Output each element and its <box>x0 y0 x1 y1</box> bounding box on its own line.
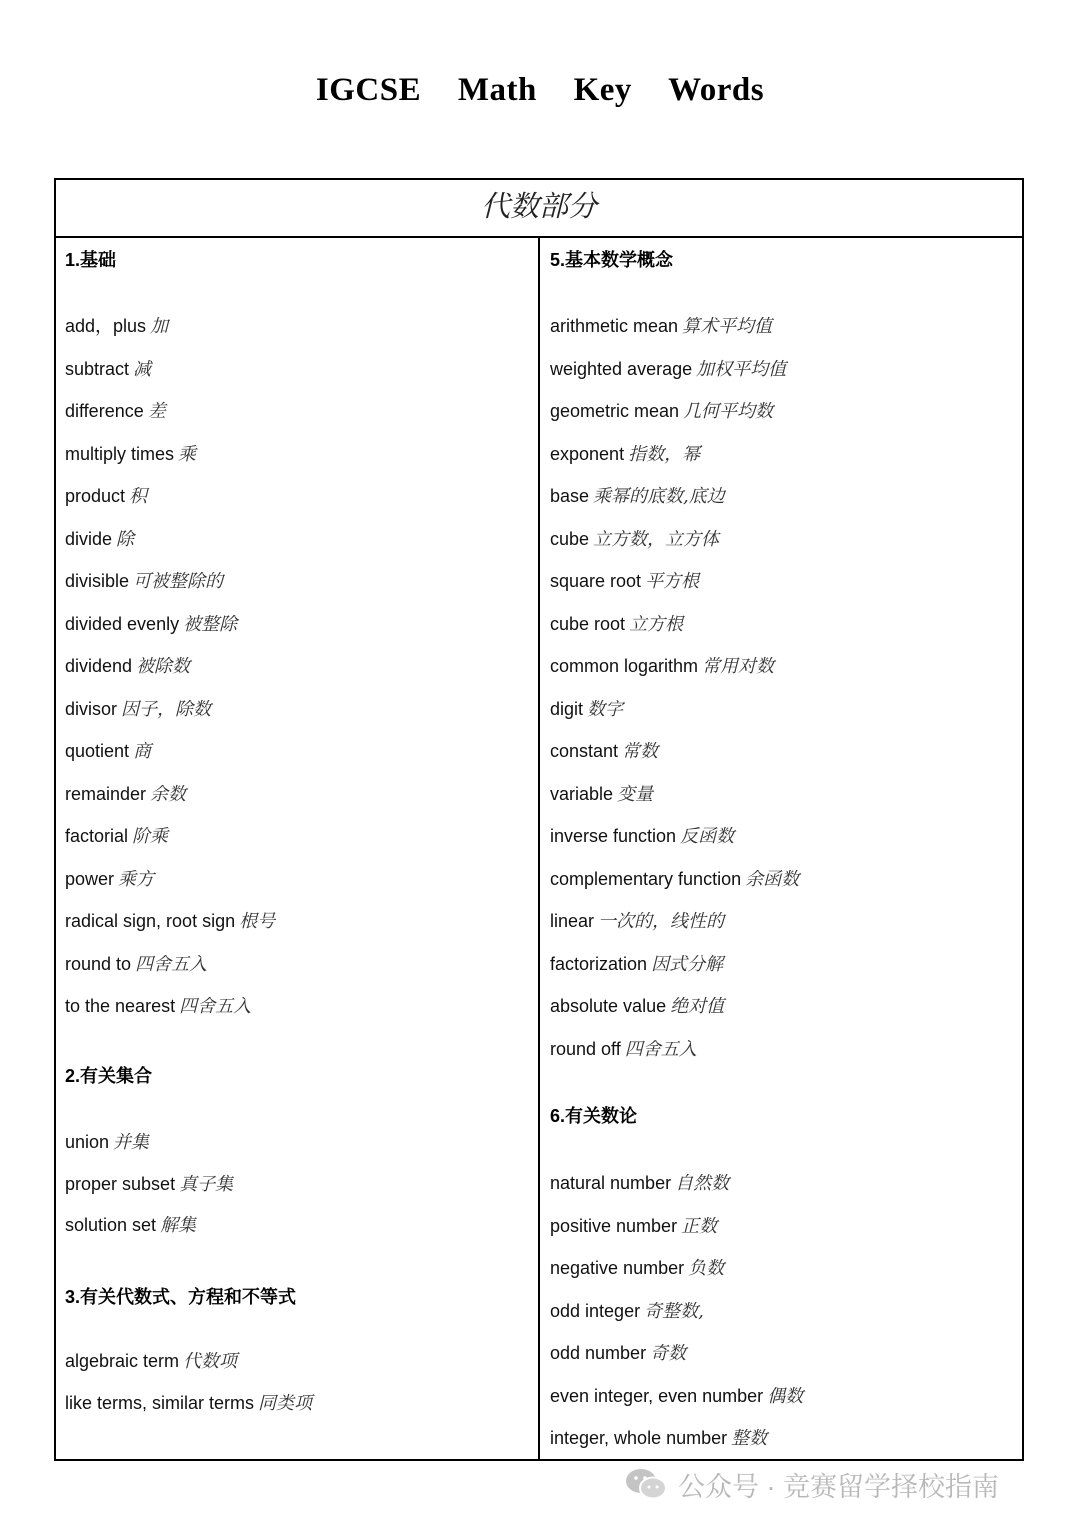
term-chinese: 余函数 <box>745 868 800 890</box>
term-chinese: 偶数 <box>767 1385 804 1407</box>
term-chinese: 平方根 <box>645 571 700 592</box>
term-entry <box>65 652 190 678</box>
term-english: linear <box>550 911 595 931</box>
term-chinese: 差 <box>147 401 166 422</box>
term-entry <box>65 482 147 508</box>
term-english: quotient <box>65 741 130 761</box>
term-entry <box>65 822 168 848</box>
term-entry <box>65 440 196 466</box>
term-english: even integer, even number <box>550 1385 764 1406</box>
term-english: inverse function <box>550 826 677 846</box>
term-chinese: 可被整除的 <box>133 571 224 592</box>
term-english: cube root <box>550 613 626 634</box>
term-english: like terms, similar terms <box>65 1393 255 1413</box>
term-entry <box>550 1339 686 1365</box>
wechat-icon <box>624 1467 668 1501</box>
section-title: 3.有关代数式、方程和不等式 <box>65 1287 297 1307</box>
term-entry <box>550 822 734 848</box>
term-english: weighted average <box>550 358 693 379</box>
term-chinese: 被除数 <box>136 656 191 677</box>
term-english: round to <box>65 953 132 974</box>
term-chinese: 商 <box>133 741 152 762</box>
term-chinese: 因式分解 <box>651 953 724 975</box>
term-entry <box>65 312 168 338</box>
term-entry <box>65 992 251 1018</box>
term-entry <box>550 780 653 806</box>
term-english: round off <box>550 1038 621 1059</box>
section-title: 2.有关集合 <box>65 1066 153 1086</box>
term-chinese: 几何平均数 <box>683 401 774 422</box>
term-english: natural number <box>550 1173 672 1193</box>
term-english: variable <box>550 783 614 804</box>
vocab-table <box>54 178 1024 1461</box>
term-chinese: 变量 <box>617 783 654 805</box>
term-entry <box>65 737 151 763</box>
section-title: 1.基础 <box>65 250 117 270</box>
term-english: negative number <box>550 1258 685 1278</box>
term-entry <box>65 567 223 593</box>
term-chinese: 乘幂的底数,底边 <box>593 486 725 507</box>
term-entry <box>550 695 623 721</box>
term-entry <box>65 1389 312 1415</box>
term-english: subtract <box>65 358 130 379</box>
term-chinese: 真子集 <box>179 1173 234 1195</box>
term-english: algebraic term <box>65 1351 180 1371</box>
term-english: union <box>65 1132 110 1152</box>
term-chinese: 奇整数, <box>644 1300 704 1322</box>
term-english: odd integer <box>550 1300 641 1321</box>
term-entry <box>65 1211 196 1237</box>
term-english: radical sign, root sign <box>65 911 236 931</box>
term-chinese: 阶乘 <box>132 826 169 847</box>
term-english: product <box>65 486 126 506</box>
term-chinese: 乘方 <box>118 868 155 890</box>
term-english: geometric mean <box>550 401 680 421</box>
term-chinese: 奇数 <box>650 1343 687 1364</box>
term-entry <box>550 1424 767 1450</box>
term-english: multiply times <box>65 443 175 464</box>
term-entry <box>550 355 786 381</box>
term-entry <box>65 397 166 423</box>
term-entry <box>65 525 134 551</box>
term-entry <box>65 1347 237 1373</box>
term-chinese: 代数项 <box>183 1351 238 1372</box>
term-chinese: 解集 <box>160 1215 197 1236</box>
term-english: digit <box>550 698 584 719</box>
term-chinese: 正数 <box>681 1215 718 1237</box>
term-chinese: 数字 <box>587 698 624 720</box>
term-english: constant <box>550 741 619 761</box>
term-english: add，plus <box>65 316 147 336</box>
term-entry <box>550 1297 704 1323</box>
term-english: divide <box>65 528 113 549</box>
term-entry <box>550 312 772 338</box>
term-chinese: 绝对值 <box>670 996 725 1017</box>
term-chinese: 积 <box>129 486 148 507</box>
term-chinese: 自然数 <box>675 1173 730 1194</box>
term-entry <box>65 1128 149 1154</box>
term-english: common logarithm <box>550 656 699 676</box>
term-chinese: 同类项 <box>258 1393 313 1414</box>
term-english: absolute value <box>550 996 667 1016</box>
term-entry <box>65 950 207 976</box>
term-english: arithmetic mean <box>550 316 679 336</box>
term-english: square root <box>550 571 642 591</box>
table-header: 代数部分 <box>56 180 1022 238</box>
term-chinese: 整数 <box>731 1428 768 1449</box>
term-entry <box>550 737 658 763</box>
section-title: 5.基本数学概念 <box>550 250 674 270</box>
page-title: IGCSE Math Key Words <box>315 72 765 108</box>
term-chinese: 立方根 <box>629 613 684 635</box>
term-chinese: 因子，除数 <box>121 698 212 720</box>
watermark-text: 公众号 · 竞赛留学择校指南 <box>678 1471 999 1502</box>
term-entry <box>550 950 723 976</box>
term-entry <box>65 907 275 933</box>
term-english: odd number <box>550 1343 647 1363</box>
term-english: solution set <box>65 1215 157 1235</box>
term-english: exponent <box>550 443 625 464</box>
term-entry <box>550 865 799 891</box>
term-chinese: 根号 <box>239 911 276 932</box>
term-english: difference <box>65 401 144 421</box>
term-chinese: 除 <box>116 528 135 550</box>
term-chinese: 算术平均值 <box>682 316 773 337</box>
term-entry <box>65 610 237 636</box>
term-chinese: 乘 <box>178 443 197 465</box>
term-english: factorial <box>65 826 129 846</box>
term-english: base <box>550 486 590 506</box>
term-chinese: 常数 <box>622 741 659 762</box>
term-chinese: 指数，幂 <box>628 443 701 465</box>
term-english: factorization <box>550 953 648 974</box>
term-english: positive number <box>550 1215 678 1236</box>
term-chinese: 被整除 <box>183 613 238 635</box>
term-entry <box>550 440 700 466</box>
term-chinese: 立方数，立方体 <box>593 528 720 550</box>
term-chinese: 并集 <box>113 1132 150 1153</box>
term-english: proper subset <box>65 1173 176 1194</box>
term-entry <box>65 1170 233 1196</box>
term-entry <box>550 907 724 933</box>
term-english: complementary function <box>550 868 742 889</box>
term-entry <box>550 482 725 508</box>
term-entry <box>550 992 724 1018</box>
section-title: 6.有关数论 <box>550 1106 638 1126</box>
term-chinese: 反函数 <box>680 826 735 847</box>
term-chinese: 四舍五入 <box>135 953 208 975</box>
term-chinese: 减 <box>133 358 152 380</box>
column-divider <box>538 238 540 1459</box>
term-english: cube <box>550 528 590 549</box>
term-english: divisible <box>65 571 130 591</box>
term-entry <box>65 780 186 806</box>
term-entry <box>550 1035 697 1061</box>
term-entry <box>550 652 774 678</box>
term-entry <box>65 865 154 891</box>
term-english: power <box>65 868 115 889</box>
term-entry <box>550 1254 724 1280</box>
term-entry <box>550 1382 803 1408</box>
term-english: integer, whole number <box>550 1428 728 1448</box>
term-entry <box>550 397 773 423</box>
term-english: divisor <box>65 698 118 719</box>
term-chinese: 余数 <box>150 783 187 805</box>
term-entry <box>550 525 719 551</box>
term-entry <box>65 355 151 381</box>
term-english: divided evenly <box>65 613 180 634</box>
term-entry <box>65 695 211 721</box>
term-chinese: 一次的，线性的 <box>598 911 725 932</box>
term-chinese: 加 <box>150 316 169 337</box>
term-english: to the nearest <box>65 996 176 1016</box>
term-entry <box>550 610 683 636</box>
term-chinese: 加权平均值 <box>696 358 787 380</box>
term-chinese: 常用对数 <box>702 656 775 677</box>
term-english: remainder <box>65 783 147 804</box>
term-entry <box>550 1169 729 1195</box>
term-chinese: 四舍五入 <box>624 1038 697 1060</box>
term-entry <box>550 1212 717 1238</box>
watermark <box>624 1466 999 1502</box>
term-chinese: 负数 <box>688 1258 725 1279</box>
term-entry <box>550 567 699 593</box>
term-english: dividend <box>65 656 133 676</box>
term-chinese: 四舍五入 <box>179 996 252 1017</box>
